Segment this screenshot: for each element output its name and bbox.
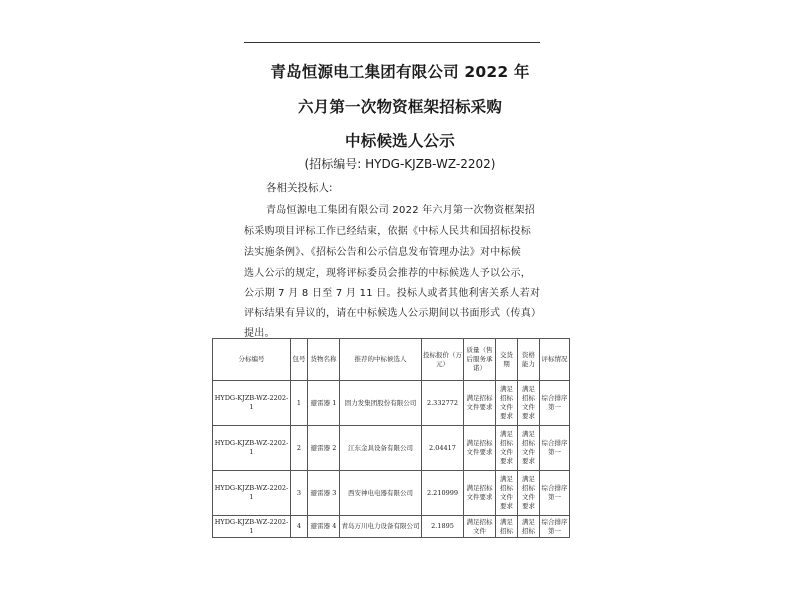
cell-lot: HYDG-KJZB-WZ-2202-1 — [213, 516, 291, 538]
cell-package: 3 — [291, 471, 308, 516]
cell-evaluation: 综合排序第一 — [540, 381, 570, 426]
cell-lot: HYDG-KJZB-WZ-2202-1 — [213, 426, 291, 471]
body-paragraph-line: 选人公示的规定，现将评标委员会推荐的中标候选人予以公示， — [244, 268, 531, 279]
document-title-line-3: 中标候选人公示 — [345, 132, 455, 150]
header-delivery: 交货期 — [496, 339, 518, 381]
table-header-row — [213, 339, 570, 381]
cell-evaluation: 综合排序第一 — [540, 426, 570, 471]
cell-lot: HYDG-KJZB-WZ-2202-1 — [213, 471, 291, 516]
cell-quality: 满足招标文件要求 — [464, 471, 496, 516]
header-rule — [244, 42, 540, 43]
cell-goods: 避雷器 4 — [308, 516, 340, 538]
cell-price: 2.210999 — [422, 471, 464, 516]
table-row — [213, 516, 570, 538]
cell-quality: 满足招标文件要求 — [464, 381, 496, 426]
cell-qualification: 满足招标文件要求 — [518, 381, 540, 426]
header-evaluation: 评标情况 — [540, 339, 570, 381]
cell-delivery: 满足招标文件要求 — [496, 426, 518, 471]
body-paragraph-line: 提出。 — [244, 328, 275, 339]
body-paragraph-line: 标采购项目评标工作已经结束，依据《中标人民共和国招标投标 — [244, 226, 531, 237]
cell-goods: 避雷器 2 — [308, 426, 340, 471]
cell-price: 2.04417 — [422, 426, 464, 471]
header-goods-name: 货物名称 — [308, 339, 340, 381]
bid-number: (招标编号: HYDG-KJZB-WZ-2202) — [304, 157, 496, 171]
cell-package: 2 — [291, 426, 308, 471]
document-title-line-1: 青岛恒源电工集团有限公司 2022 年 — [270, 63, 530, 81]
cell-delivery: 满足招标文件要求 — [496, 381, 518, 426]
cell-bidder: 青岛万川电力设备有限公司 — [340, 516, 422, 538]
cell-package: 1 — [291, 381, 308, 426]
cell-quality: 满足招标文件要求 — [464, 426, 496, 471]
cell-qualification: 满足招标文件要求 — [518, 471, 540, 516]
table-row — [213, 381, 570, 426]
header-package: 包号 — [291, 339, 308, 381]
cell-delivery: 满足招标 — [496, 516, 518, 538]
cell-evaluation: 综合排序第一 — [540, 516, 570, 538]
cell-goods: 避雷器 1 — [308, 381, 340, 426]
cell-bidder: 固力发集团股份有限公司 — [340, 381, 422, 426]
cell-evaluation: 综合排序第一 — [540, 471, 570, 516]
table-row — [213, 471, 570, 516]
cell-package: 4 — [291, 516, 308, 538]
cell-quality: 满足招标文件 — [464, 516, 496, 538]
header-bidder: 推荐的中标候选人 — [340, 339, 422, 381]
cell-price: 2.332772 — [422, 381, 464, 426]
cell-qualification: 满足招标文件要求 — [518, 426, 540, 471]
cell-bidder: 西安神电电器有限公司 — [340, 471, 422, 516]
greeting: 各相关投标人: — [266, 182, 333, 194]
cell-lot: HYDG-KJZB-WZ-2202-1 — [213, 381, 291, 426]
header-qualification: 资格能力 — [518, 339, 540, 381]
body-paragraph-line: 公示期 7 月 8 日至 7 月 11 日。投标人或者其他利害关系人若对 — [244, 288, 541, 299]
cell-delivery: 满足招标文件要求 — [496, 471, 518, 516]
cell-bidder: 江东金具设备有限公司 — [340, 426, 422, 471]
body-paragraph-line: 青岛恒源电工集团有限公司 2022 年六月第一次物资框架招 — [266, 205, 536, 216]
body-paragraph-line: 法实施条例》、《招标公告和公示信息发布管理办法》对中标候 — [244, 247, 521, 258]
table-row — [213, 426, 570, 471]
cell-price: 2.1895 — [422, 516, 464, 538]
header-lot-number: 分标编号 — [213, 339, 291, 381]
cell-qualification: 满足招标 — [518, 516, 540, 538]
header-quality: 质量（售后服务承诺） — [464, 339, 496, 381]
candidate-table — [212, 338, 570, 538]
header-price: 投标报价（万元） — [422, 339, 464, 381]
cell-goods: 避雷器 3 — [308, 471, 340, 516]
body-paragraph-line: 评标结果有异议的，请在中标候选人公示期间以书面形式（传真） — [244, 308, 542, 319]
document-title-line-2: 六月第一次物资框架招标采购 — [297, 98, 503, 116]
